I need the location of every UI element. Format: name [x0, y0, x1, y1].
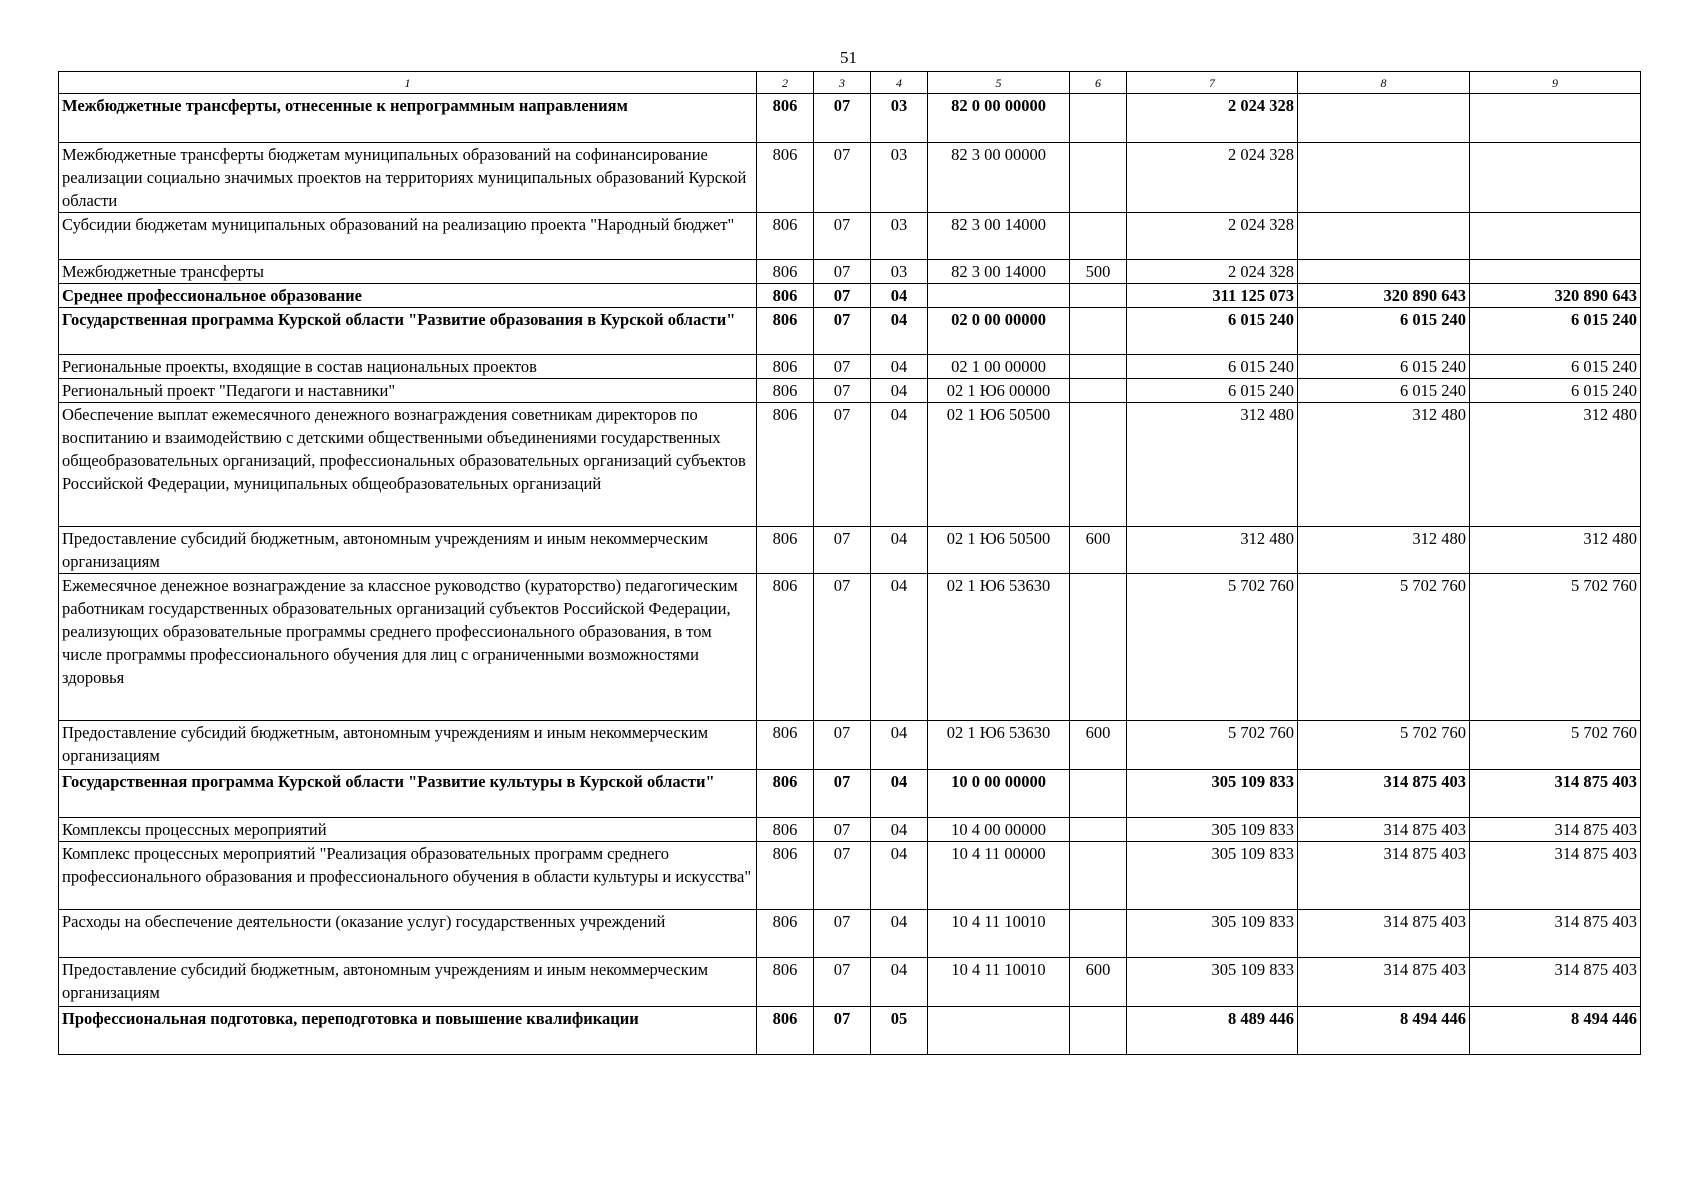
code-expense-type: 500 [1070, 260, 1127, 284]
code-section: 07 [814, 527, 871, 574]
row-description: Предоставление субсидий бюджетным, автономным учреждениям и иным некоммерческим организациям [59, 721, 757, 770]
code-expense-type: 600 [1070, 721, 1127, 770]
row-description: Межбюджетные трансферты, отнесенные к непрограммным направлениям [59, 94, 757, 143]
table-row [59, 260, 1641, 284]
code-section: 07 [814, 721, 871, 770]
code-ministry: 806 [757, 379, 814, 403]
code-ministry: 806 [757, 842, 814, 910]
amount-col-9 [1470, 143, 1641, 213]
code-subsection: 04 [871, 574, 928, 721]
code-section: 07 [814, 213, 871, 260]
row-description: Среднее профессиональное образование [59, 284, 757, 308]
amount-col-8: 6 015 240 [1298, 308, 1470, 355]
table-row [59, 770, 1641, 818]
row-description: Региональный проект "Педагоги и наставники" [59, 379, 757, 403]
table-row [59, 527, 1641, 574]
code-target-article: 82 3 00 00000 [928, 143, 1070, 213]
code-expense-type [1070, 403, 1127, 527]
amount-col-8: 314 875 403 [1298, 842, 1470, 910]
code-subsection: 03 [871, 260, 928, 284]
code-ministry: 806 [757, 958, 814, 1007]
code-expense-type [1070, 818, 1127, 842]
row-description: Профессиональная подготовка, переподготовка и повышение квалификации [59, 1007, 757, 1055]
code-target-article: 10 4 11 10010 [928, 958, 1070, 1007]
amount-col-8: 8 494 446 [1298, 1007, 1470, 1055]
amount-col-9: 5 702 760 [1470, 721, 1641, 770]
amount-col-7: 2 024 328 [1127, 143, 1298, 213]
amount-col-7: 6 015 240 [1127, 355, 1298, 379]
code-expense-type [1070, 143, 1127, 213]
row-description: Расходы на обеспечение деятельности (оказание услуг) государственных учреждений [59, 910, 757, 958]
amount-col-8 [1298, 143, 1470, 213]
column-number: 2 [757, 72, 814, 94]
code-ministry: 806 [757, 403, 814, 527]
amount-col-8: 314 875 403 [1298, 910, 1470, 958]
code-expense-type [1070, 94, 1127, 143]
amount-col-7: 8 489 446 [1127, 1007, 1298, 1055]
code-expense-type [1070, 574, 1127, 721]
code-target-article: 02 1 Ю6 00000 [928, 379, 1070, 403]
code-subsection: 04 [871, 842, 928, 910]
amount-col-7: 2 024 328 [1127, 94, 1298, 143]
amount-col-9: 320 890 643 [1470, 284, 1641, 308]
amount-col-9: 312 480 [1470, 403, 1641, 527]
code-section: 07 [814, 910, 871, 958]
table-row [59, 574, 1641, 721]
amount-col-9: 314 875 403 [1470, 958, 1641, 1007]
table-row [59, 94, 1641, 143]
amount-col-7: 312 480 [1127, 527, 1298, 574]
amount-col-7: 6 015 240 [1127, 308, 1298, 355]
amount-col-8: 320 890 643 [1298, 284, 1470, 308]
code-subsection: 04 [871, 284, 928, 308]
amount-col-9: 314 875 403 [1470, 910, 1641, 958]
code-ministry: 806 [757, 1007, 814, 1055]
row-description: Государственная программа Курской области "Развитие культуры в Курской области" [59, 770, 757, 818]
code-ministry: 806 [757, 574, 814, 721]
table-row [59, 1007, 1641, 1055]
amount-col-8: 314 875 403 [1298, 818, 1470, 842]
code-ministry: 806 [757, 721, 814, 770]
code-expense-type [1070, 1007, 1127, 1055]
code-subsection: 04 [871, 770, 928, 818]
code-subsection: 04 [871, 958, 928, 1007]
amount-col-7: 305 109 833 [1127, 818, 1298, 842]
code-target-article: 82 0 00 00000 [928, 94, 1070, 143]
amount-col-7: 311 125 073 [1127, 284, 1298, 308]
code-subsection: 04 [871, 403, 928, 527]
code-ministry: 806 [757, 770, 814, 818]
code-target-article [928, 1007, 1070, 1055]
row-description: Комплекс процессных мероприятий "Реализация образовательных программ среднего профессионального образования и профессионального обучения в области культуры и искусства" [59, 842, 757, 910]
row-description: Предоставление субсидий бюджетным, автономным учреждениям и иным некоммерческим организациям [59, 527, 757, 574]
column-number: 5 [928, 72, 1070, 94]
amount-col-8: 5 702 760 [1298, 574, 1470, 721]
code-target-article: 02 1 Ю6 50500 [928, 527, 1070, 574]
amount-col-9: 314 875 403 [1470, 842, 1641, 910]
table-row [59, 842, 1641, 910]
amount-col-8 [1298, 94, 1470, 143]
code-subsection: 04 [871, 355, 928, 379]
code-section: 07 [814, 958, 871, 1007]
amount-col-8: 6 015 240 [1298, 355, 1470, 379]
code-section: 07 [814, 842, 871, 910]
code-expense-type [1070, 842, 1127, 910]
row-description: Региональные проекты, входящие в состав национальных проектов [59, 355, 757, 379]
table-row [59, 143, 1641, 213]
amount-col-9: 5 702 760 [1470, 574, 1641, 721]
amount-col-7: 2 024 328 [1127, 260, 1298, 284]
amount-col-7: 5 702 760 [1127, 574, 1298, 721]
code-expense-type [1070, 910, 1127, 958]
code-ministry: 806 [757, 818, 814, 842]
amount-col-7: 305 109 833 [1127, 958, 1298, 1007]
table-row [59, 213, 1641, 260]
amount-col-9: 8 494 446 [1470, 1007, 1641, 1055]
amount-col-9: 6 015 240 [1470, 355, 1641, 379]
page-number: 51 [840, 48, 857, 67]
row-description: Обеспечение выплат ежемесячного денежного вознаграждения советникам директоров по воспитанию и взаимодействию с детскими общественными объединениями государственных общеобразовательных организаций, профессиональных образовательных организаций субъектов Российской Федерации, муниципальных общеобразовательных организаций [59, 403, 757, 527]
code-ministry: 806 [757, 94, 814, 143]
row-description: Предоставление субсидий бюджетным, автономным учреждениям и иным некоммерческим организациям [59, 958, 757, 1007]
amount-col-9 [1470, 94, 1641, 143]
code-expense-type [1070, 379, 1127, 403]
code-target-article: 82 3 00 14000 [928, 213, 1070, 260]
column-number-row [59, 72, 1641, 94]
code-subsection: 03 [871, 143, 928, 213]
amount-col-9: 312 480 [1470, 527, 1641, 574]
amount-col-7: 5 702 760 [1127, 721, 1298, 770]
table-row [59, 910, 1641, 958]
row-description: Комплексы процессных мероприятий [59, 818, 757, 842]
code-target-article: 10 4 11 00000 [928, 842, 1070, 910]
column-number: 8 [1298, 72, 1470, 94]
code-section: 07 [814, 379, 871, 403]
code-subsection: 04 [871, 818, 928, 842]
column-number: 9 [1470, 72, 1641, 94]
amount-col-7: 305 109 833 [1127, 842, 1298, 910]
code-expense-type [1070, 355, 1127, 379]
code-ministry: 806 [757, 308, 814, 355]
code-subsection: 03 [871, 213, 928, 260]
code-target-article: 82 3 00 14000 [928, 260, 1070, 284]
table-row [59, 355, 1641, 379]
code-target-article: 10 0 00 00000 [928, 770, 1070, 818]
code-subsection: 05 [871, 1007, 928, 1055]
code-target-article: 02 0 00 00000 [928, 308, 1070, 355]
amount-col-8: 312 480 [1298, 403, 1470, 527]
amount-col-8: 312 480 [1298, 527, 1470, 574]
amount-col-8: 5 702 760 [1298, 721, 1470, 770]
code-expense-type: 600 [1070, 527, 1127, 574]
table-row [59, 958, 1641, 1007]
code-section: 07 [814, 308, 871, 355]
amount-col-9 [1470, 260, 1641, 284]
column-number: 3 [814, 72, 871, 94]
column-number: 1 [59, 72, 757, 94]
code-section: 07 [814, 818, 871, 842]
code-section: 07 [814, 770, 871, 818]
amount-col-9: 6 015 240 [1470, 308, 1641, 355]
code-ministry: 806 [757, 527, 814, 574]
code-expense-type: 600 [1070, 958, 1127, 1007]
amount-col-8: 314 875 403 [1298, 958, 1470, 1007]
amount-col-9: 314 875 403 [1470, 818, 1641, 842]
table-row [59, 308, 1641, 355]
code-subsection: 04 [871, 721, 928, 770]
code-section: 07 [814, 284, 871, 308]
code-ministry: 806 [757, 213, 814, 260]
code-target-article [928, 284, 1070, 308]
amount-col-7: 305 109 833 [1127, 770, 1298, 818]
table-row [59, 721, 1641, 770]
amount-col-8: 314 875 403 [1298, 770, 1470, 818]
code-subsection: 04 [871, 308, 928, 355]
amount-col-8 [1298, 213, 1470, 260]
code-expense-type [1070, 284, 1127, 308]
code-section: 07 [814, 355, 871, 379]
code-expense-type [1070, 770, 1127, 818]
amount-col-7: 305 109 833 [1127, 910, 1298, 958]
budget-table [58, 71, 1641, 1055]
table-row [59, 403, 1641, 527]
code-section: 07 [814, 94, 871, 143]
column-number: 4 [871, 72, 928, 94]
code-ministry: 806 [757, 355, 814, 379]
code-ministry: 806 [757, 284, 814, 308]
code-ministry: 806 [757, 260, 814, 284]
code-subsection: 04 [871, 379, 928, 403]
amount-col-9: 314 875 403 [1470, 770, 1641, 818]
code-expense-type [1070, 308, 1127, 355]
table-body [59, 72, 1641, 1055]
code-ministry: 806 [757, 143, 814, 213]
table-row [59, 379, 1641, 403]
code-subsection: 03 [871, 94, 928, 143]
code-target-article: 02 1 Ю6 53630 [928, 574, 1070, 721]
code-subsection: 04 [871, 910, 928, 958]
table-row [59, 818, 1641, 842]
code-section: 07 [814, 143, 871, 213]
column-number: 6 [1070, 72, 1127, 94]
row-description: Субсидии бюджетам муниципальных образований на реализацию проекта "Народный бюджет" [59, 213, 757, 260]
code-section: 07 [814, 1007, 871, 1055]
code-expense-type [1070, 213, 1127, 260]
code-target-article: 02 1 Ю6 50500 [928, 403, 1070, 527]
amount-col-9 [1470, 213, 1641, 260]
code-subsection: 04 [871, 527, 928, 574]
code-section: 07 [814, 574, 871, 721]
code-section: 07 [814, 403, 871, 527]
code-target-article: 02 1 00 00000 [928, 355, 1070, 379]
table-row [59, 284, 1641, 308]
column-number: 7 [1127, 72, 1298, 94]
amount-col-8: 6 015 240 [1298, 379, 1470, 403]
amount-col-7: 2 024 328 [1127, 213, 1298, 260]
row-description: Межбюджетные трансферты [59, 260, 757, 284]
row-description: Ежемесячное денежное вознаграждение за классное руководство (кураторство) педагогическим работникам государственных образовательных организаций субъектов Российской Федерации, реализующих образовательные программы среднего профессионального образования, в том числе программы профессионального обучения для лиц с ограниченными возможностями здоровья [59, 574, 757, 721]
amount-col-7: 6 015 240 [1127, 379, 1298, 403]
amount-col-7: 312 480 [1127, 403, 1298, 527]
code-target-article: 10 4 11 10010 [928, 910, 1070, 958]
code-target-article: 10 4 00 00000 [928, 818, 1070, 842]
amount-col-8 [1298, 260, 1470, 284]
code-target-article: 02 1 Ю6 53630 [928, 721, 1070, 770]
row-description: Государственная программа Курской области "Развитие образования в Курской области" [59, 308, 757, 355]
row-description: Межбюджетные трансферты бюджетам муниципальных образований на софинансирование реализации социально значимых проектов на территориях муниципальных образований Курской области [59, 143, 757, 213]
code-ministry: 806 [757, 910, 814, 958]
amount-col-9: 6 015 240 [1470, 379, 1641, 403]
code-section: 07 [814, 260, 871, 284]
